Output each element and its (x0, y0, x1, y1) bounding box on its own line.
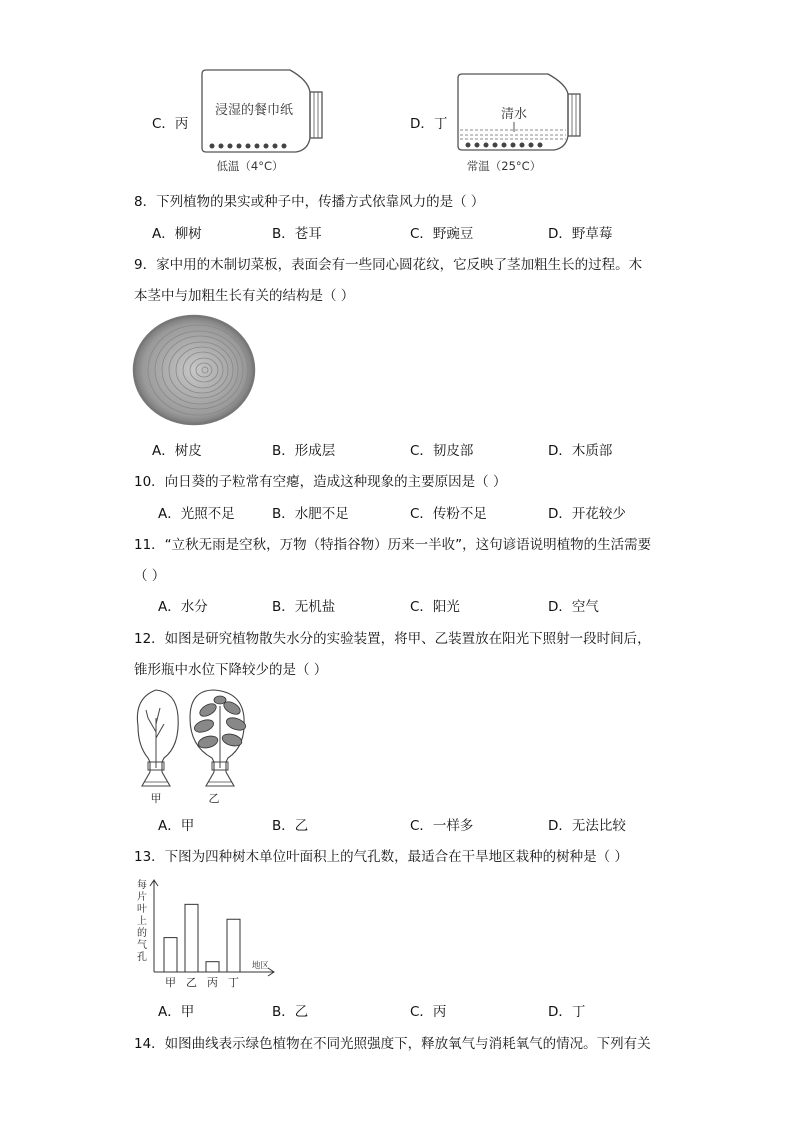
bar-1 (185, 904, 198, 972)
q10-option-b[interactable]: B．水肥不足 (272, 506, 349, 522)
y-axis-label (137, 878, 147, 963)
q9-stem-line1: 9．家中用的木制切菜板，表面会有一些同心圆花纹，它反映了茎加粗生长的过程。木 (134, 257, 643, 273)
q7-option-d[interactable]: D．丁 (410, 116, 448, 132)
jar-c-caption: 低温（4°C） (216, 159, 284, 173)
x-tick-label-1: 乙 (186, 976, 197, 989)
y-label-char-5: 气 (137, 940, 147, 951)
q13-option-a[interactable]: A．甲 (158, 1004, 195, 1020)
x-tick-label-3: 丁 (228, 976, 239, 989)
tree-rings-image (132, 314, 256, 426)
q11-option-c[interactable]: C．阳光 (410, 599, 460, 615)
q11-stem-line2: （ ） (134, 568, 166, 584)
q11-option-a[interactable]: A．水分 (158, 599, 208, 615)
q14-stem: 14．如图曲线表示绿色植物在不同光照强度下，释放氧气与消耗氧气的情况。下列有关 (134, 1036, 651, 1052)
y-label-char-1: 片 (137, 892, 147, 903)
q8-option-b[interactable]: B．苍耳 (272, 226, 322, 242)
stomata-bar-chart (136, 876, 286, 992)
q8-option-a[interactable]: A．柳树 (152, 226, 202, 242)
jar-c-figure (196, 66, 326, 178)
q10-stem: 10．向日葵的子粒常有空瘪，造成这种现象的主要原因是（ ） (134, 474, 507, 490)
q13-option-b[interactable]: B．乙 (272, 1004, 309, 1020)
jar-d-inner-text: 清水 (500, 107, 528, 122)
q7-option-c[interactable]: C．丙 (152, 116, 189, 132)
q8-option-c[interactable]: C．野豌豆 (410, 226, 474, 242)
q9-option-a[interactable]: A．树皮 (152, 443, 202, 459)
y-label-char-2: 叶 (137, 904, 147, 915)
bar-2 (206, 962, 219, 972)
q9-option-b[interactable]: B．形成层 (272, 443, 336, 459)
q12-option-d[interactable]: D．无法比较 (548, 818, 626, 834)
y-label-char-3: 上 (137, 916, 147, 927)
q8-stem: 8．下列植物的果实或种子中，传播方式依靠风力的是（ ） (134, 194, 485, 210)
q10-option-c[interactable]: C．传粉不足 (410, 506, 487, 522)
q12-stem-line1: 12．如图是研究植物散失水分的实验装置，将甲、乙装置放在阳光下照射一段时间后， (134, 631, 651, 647)
bar-0 (164, 938, 177, 972)
jar-d-figure (452, 70, 584, 178)
y-label-char-4: 的 (137, 928, 147, 939)
x-tick-label-0: 甲 (165, 976, 176, 989)
x-tick-label-2: 丙 (207, 976, 218, 989)
y-label-char-0: 每 (137, 880, 147, 891)
q9-option-c[interactable]: C．韧皮部 (410, 443, 474, 459)
q9-option-d[interactable]: D．木质部 (548, 443, 613, 459)
x-axis-label: 地区 (252, 961, 270, 971)
q13-stem: 13．下图为四种树木单位叶面积上的气孔数，最适合在干旱地区栽种的树种是（ ） (134, 849, 628, 865)
q13-option-d[interactable]: D．丁 (548, 1004, 586, 1020)
label-yi: 乙 (208, 792, 220, 805)
bar-3 (227, 919, 240, 972)
q11-option-b[interactable]: B．无机盐 (272, 599, 336, 615)
q12-option-c[interactable]: C．一样多 (410, 818, 474, 834)
q11-stem-line1: 11．“立秋无雨是空秋，万物（特指谷物）历来一半收”，这句谚语说明植物的生活需要 (134, 537, 652, 553)
y-label-char-6: 孔 (137, 952, 147, 963)
label-jia: 甲 (150, 792, 162, 805)
q8-option-d[interactable]: D．野草莓 (548, 226, 613, 242)
q9-stem-line2: 本茎中与加粗生长有关的结构是（ ） (134, 288, 355, 304)
jar-d-caption: 常温（25°C） (466, 159, 542, 173)
q12-stem-line2: 锥形瓶中水位下降较少的是（ ） (134, 662, 328, 678)
q11-option-d[interactable]: D．空气 (548, 599, 599, 615)
q12-option-a[interactable]: A．甲 (158, 818, 195, 834)
q10-option-d[interactable]: D．开花较少 (548, 506, 626, 522)
q10-option-a[interactable]: A．光照不足 (158, 506, 235, 522)
jar-c-inner-text: 浸湿的餐巾纸 (214, 103, 294, 118)
q13-option-c[interactable]: C．丙 (410, 1004, 447, 1020)
transpiration-apparatus-figure (132, 688, 256, 806)
q12-option-b[interactable]: B．乙 (272, 818, 309, 834)
